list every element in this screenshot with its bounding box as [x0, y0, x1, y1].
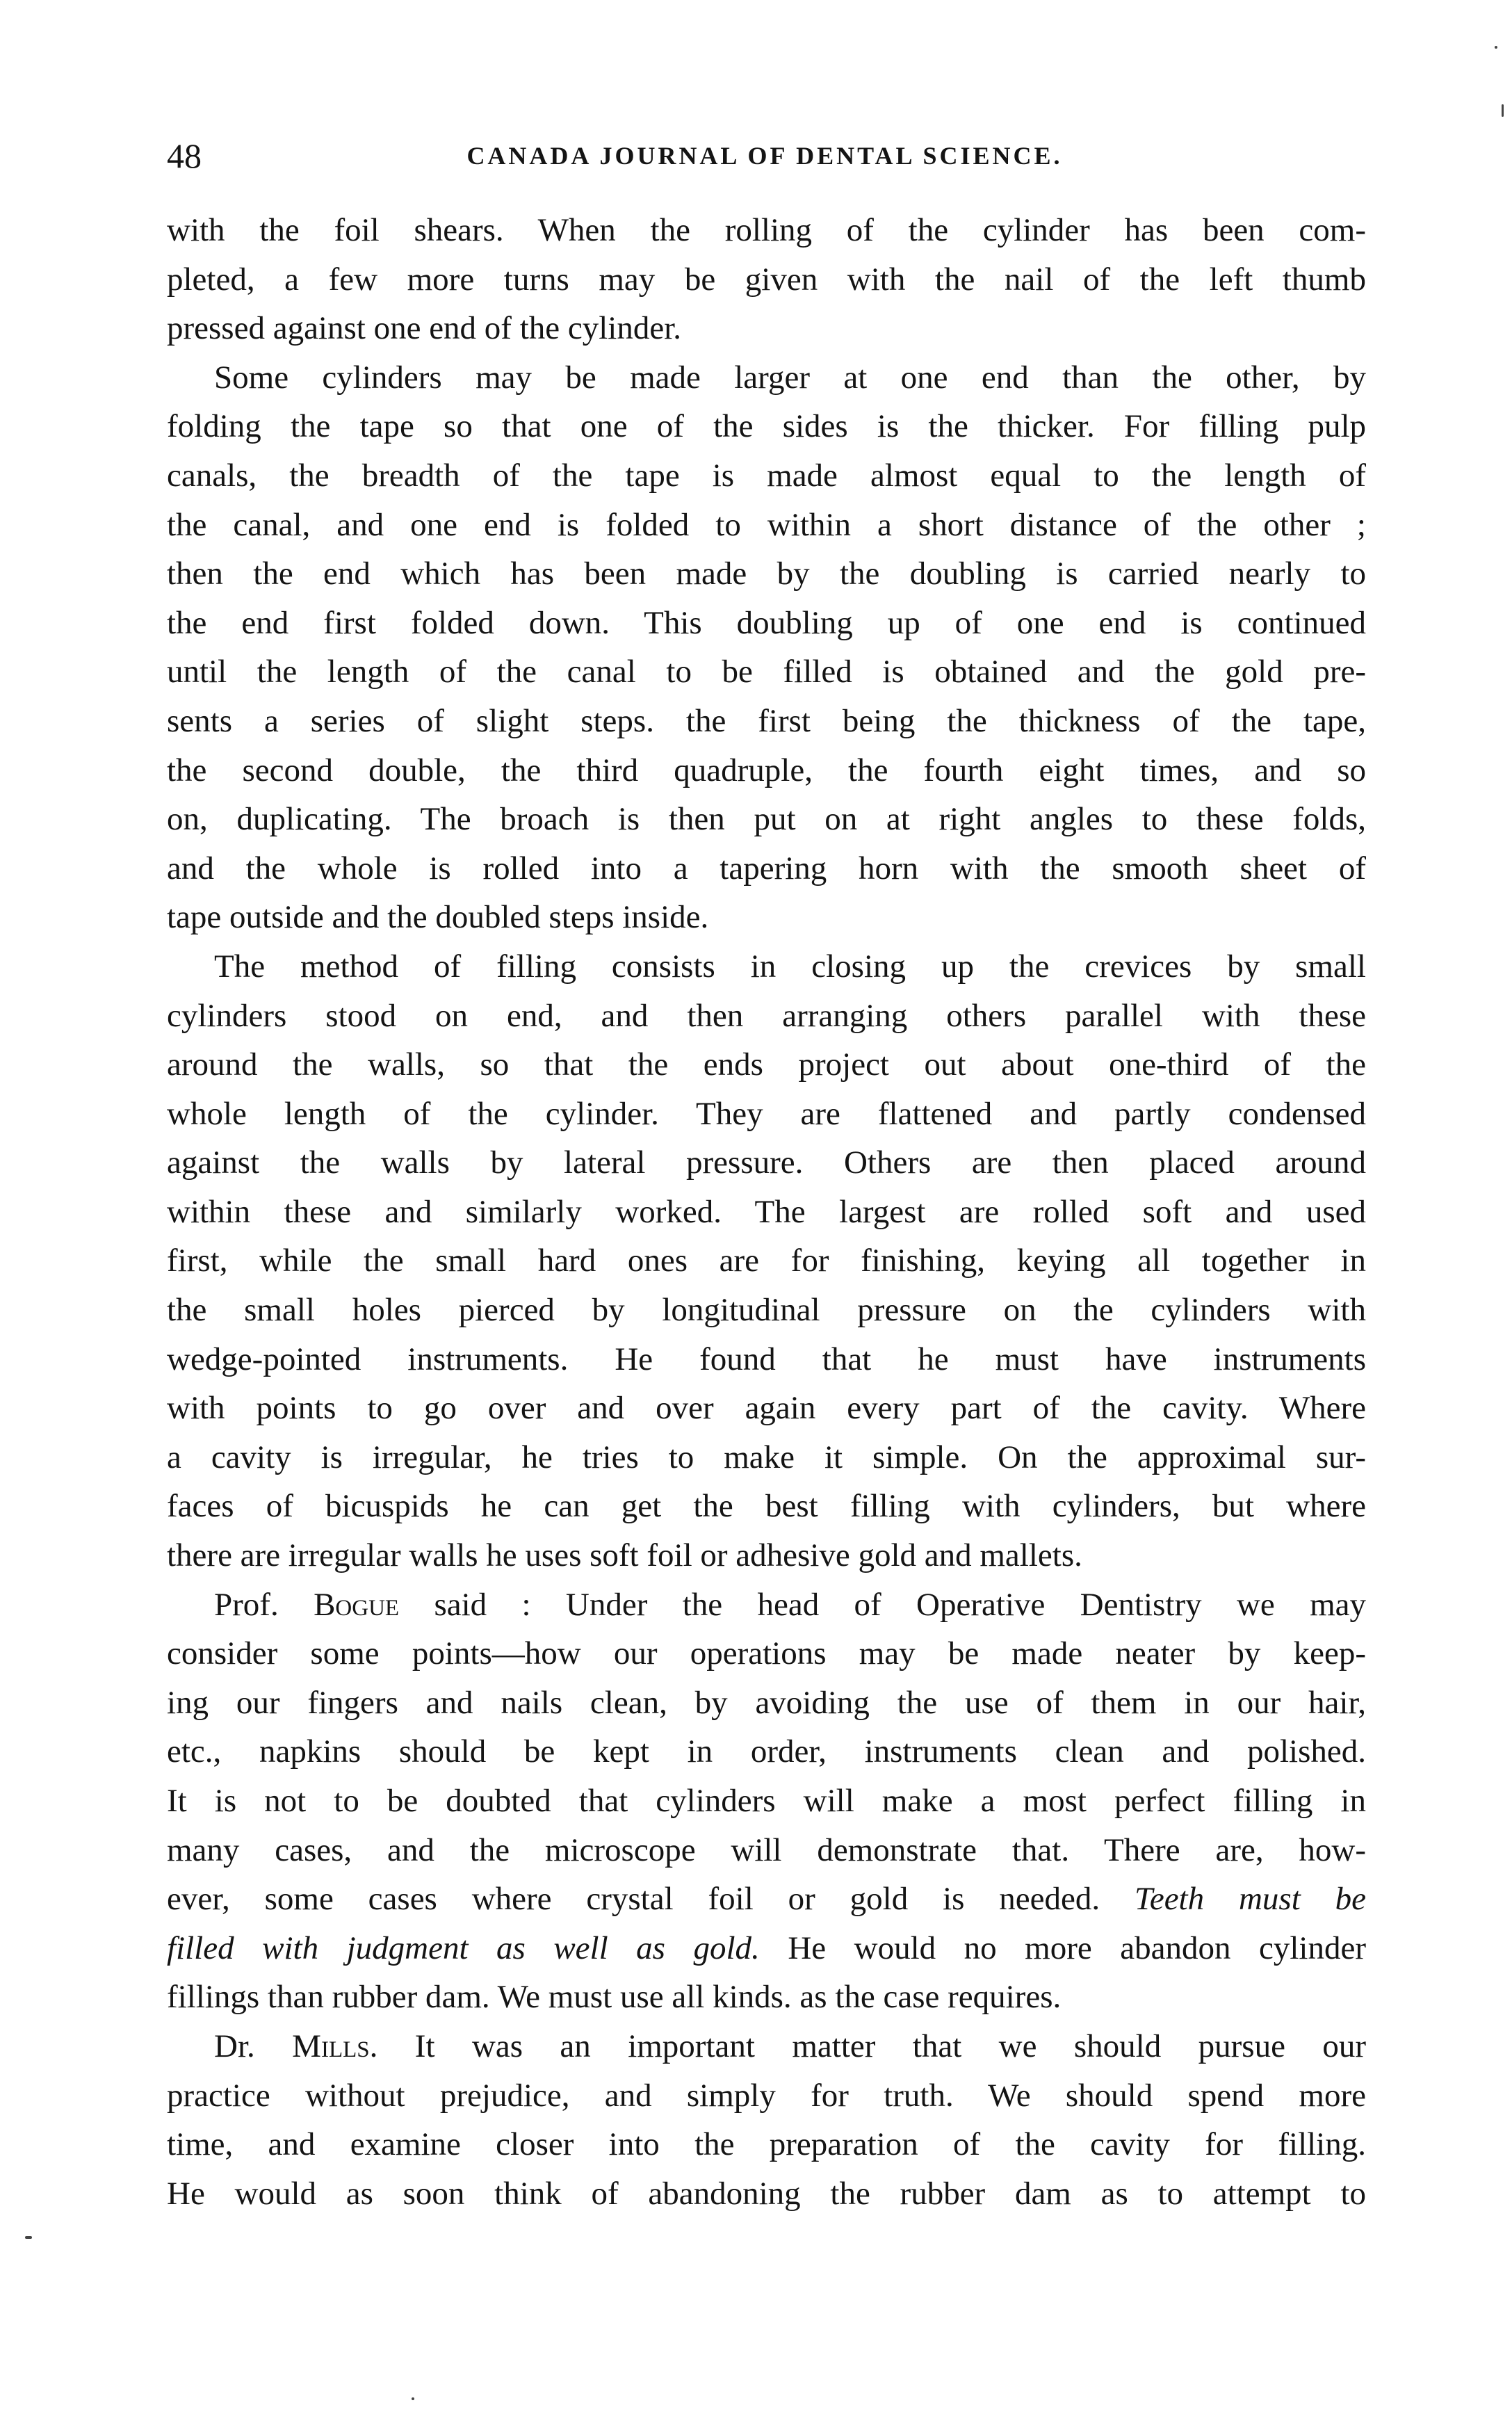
- mills-paragraph-first-line: [167, 2022, 1366, 2071]
- text-line: cylinders stood on end, and then arranging others parallel with these: [167, 997, 1366, 1034]
- speaker-title: Prof.: [214, 1586, 279, 1623]
- text-line: the end first folded down. This doubling up of one end is continued: [167, 604, 1366, 641]
- text-line: time, and examine closer into the preparation of the cavity for filling.: [167, 2126, 1366, 2163]
- text-line: pleted, a few more turns may be given with the nail of the left thumb: [167, 261, 1366, 298]
- text-line: then the end which has been made by the doubling is carried nearly to: [167, 556, 1366, 592]
- scan-speck: [412, 2397, 414, 2400]
- text-line: etc., napkins should be kept in order, instruments clean and polished.: [167, 1733, 1366, 1770]
- text-line: whole length of the cylinder. They are flattened and partly condensed: [167, 1095, 1366, 1132]
- text-line: the canal, and one end is folded to within a short distance of the other ;: [167, 506, 1366, 543]
- text-line: a cavity is irregular, he tries to make it simple. On the approximal sur-: [167, 1439, 1366, 1475]
- text-line: canals, the breadth of the tape is made almost equal to the length of: [167, 457, 1366, 494]
- italic-text: Teeth must be: [1135, 1881, 1366, 1918]
- text-line: with points to go over and over again every part of the cavity. Where: [167, 1390, 1366, 1427]
- text-segment: He would no more abandon cylinder: [788, 1929, 1366, 1966]
- text-line: sents a series of slight steps. the first being the thickness of the tape,: [167, 702, 1366, 739]
- text-line: within these and similarly worked. The largest are rolled soft and used: [167, 1193, 1366, 1230]
- text-segment: It was an important matter that we should pursue our: [414, 2027, 1366, 2064]
- text-line: practice without prejudice, and simply for truth. We should spend more: [167, 2077, 1366, 2114]
- bogue-paragraph-first-line: [167, 1580, 1366, 1630]
- text-line: faces of bicuspids he can get the best filling with cylinders, but where: [167, 1488, 1366, 1525]
- text-line: until the length of the canal to be filled is obtained and the gold pre-: [167, 654, 1366, 690]
- speaker-name: Bogue: [314, 1586, 400, 1623]
- text-line: the second double, the third quadruple, the fourth eight times, and so: [167, 752, 1366, 788]
- text-segment: ever, some cases where crystal foil or gold is needed.: [167, 1881, 1100, 1918]
- text-line: fillings than rubber dam. We must use all kinds. as the case requires.: [167, 1979, 1062, 2016]
- text-line: on, duplicating. The broach is then put on at right angles to these folds,: [167, 801, 1366, 838]
- running-head: [167, 133, 1363, 178]
- text-line: pressed against one end of the cylinder.: [167, 310, 682, 347]
- text-line: wedge-pointed instruments. He found that he must have instruments: [167, 1341, 1366, 1377]
- text-line: with the foil shears. When the rolling of the cylinder has been com-: [167, 212, 1366, 248]
- text-line: against the walls by lateral pressure. Others are then placed around: [167, 1144, 1366, 1181]
- text-line: ing our fingers and nails clean, by avoiding the use of them in our hair,: [167, 1684, 1366, 1721]
- text-line: the small holes pierced by longitudinal pressure on the cylinders with: [167, 1292, 1366, 1329]
- text-segment: said : Under the head of Operative Dentistry we may: [434, 1586, 1366, 1623]
- scan-speck: [25, 2236, 32, 2239]
- text-line-with-italic: [167, 1875, 1366, 1924]
- italic-text: filled with judgment as well as gold.: [167, 1929, 760, 1966]
- scan-speck: [1495, 46, 1497, 49]
- text-line: around the walls, so that the ends project out about one-third of the: [167, 1046, 1366, 1083]
- page-number: 48: [167, 136, 202, 175]
- text-line: many cases, and the microscope will demonstrate that. There are, how-: [167, 1831, 1366, 1868]
- journal-title: CANADA JOURNAL OF DENTAL SCIENCE.: [466, 142, 1063, 170]
- text-line: It is not to be doubted that cylinders will make a most perfect filling in: [167, 1783, 1366, 1819]
- speaker-name: Mills.: [292, 2027, 378, 2064]
- text-line: He would as soon think of abandoning the rubber dam as to attempt to: [167, 2175, 1366, 2212]
- text-line-with-italic: [167, 1924, 1366, 1973]
- text-line: there are irregular walls he uses soft foil or adhesive gold and mallets.: [167, 1537, 1082, 1574]
- body-text: [167, 206, 1366, 2218]
- scan-speck: [1502, 104, 1504, 117]
- text-line: Some cylinders may be made larger at one end than the other, by: [214, 359, 1366, 396]
- text-line: tape outside and the doubled steps inside.: [167, 899, 709, 936]
- speaker-title: Dr.: [214, 2027, 255, 2064]
- text-line: folding the tape so that one of the sides is the thicker. For filling pulp: [167, 408, 1366, 445]
- text-line: and the whole is rolled into a tapering horn with the smooth sheet of: [167, 850, 1366, 887]
- text-line: The method of filling consists in closing up the crevices by small: [214, 948, 1366, 985]
- text-line: consider some points—how our operations may be made neater by keep-: [167, 1635, 1366, 1672]
- text-line: first, while the small hard ones are for finishing, keying all together in: [167, 1243, 1366, 1279]
